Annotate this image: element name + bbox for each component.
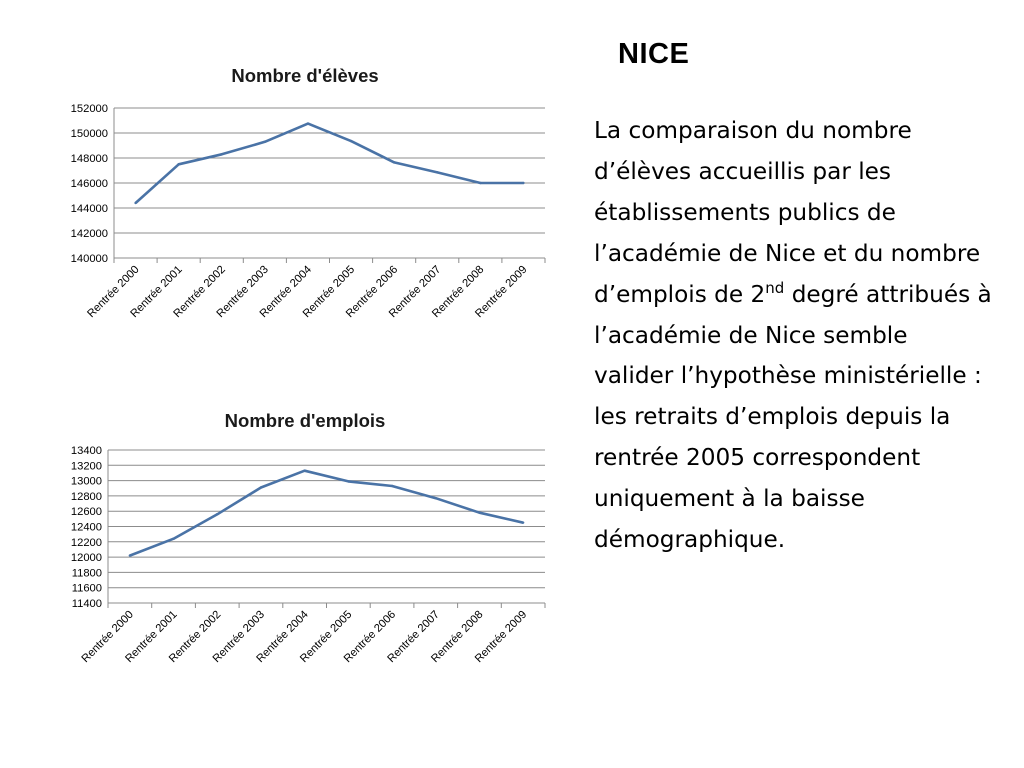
y-tick-label: 150000 bbox=[70, 128, 108, 140]
y-tick-label: 13000 bbox=[70, 475, 102, 488]
data-point bbox=[478, 512, 480, 514]
x-category-label: Rentrée 2009 bbox=[473, 263, 530, 321]
x-category-label: Rentrée 2000 bbox=[79, 608, 136, 666]
data-point bbox=[172, 538, 174, 540]
x-category-label: Rentrée 2004 bbox=[257, 263, 315, 321]
x-category-label: Rentrée 2005 bbox=[300, 263, 358, 321]
x-category-label: Rentrée 2007 bbox=[386, 263, 444, 321]
slide-title: NICE bbox=[618, 38, 690, 70]
y-tick-label: 148000 bbox=[70, 153, 108, 165]
chart-title: Nombre d'emplois bbox=[224, 410, 386, 431]
x-category-label: Rentrée 2006 bbox=[341, 608, 399, 666]
chart-title: Nombre d'élèves bbox=[231, 65, 379, 86]
x-category-label: Rentrée 2003 bbox=[214, 263, 271, 321]
x-category-label: Rentrée 2000 bbox=[85, 263, 142, 321]
x-category-label: Rentrée 2001 bbox=[123, 608, 180, 666]
y-tick-label: 11600 bbox=[71, 582, 102, 595]
y-tick-label: 152000 bbox=[70, 103, 108, 115]
x-category-label: Rentrée 2009 bbox=[472, 608, 530, 666]
y-tick-label: 12000 bbox=[70, 552, 102, 565]
data-point bbox=[216, 513, 218, 515]
x-category-label: Rentrée 2002 bbox=[171, 263, 228, 321]
x-category-label: Rentrée 2002 bbox=[166, 608, 224, 666]
x-category-label: Rentrée 2005 bbox=[298, 608, 355, 666]
y-tick-label: 142000 bbox=[70, 228, 108, 240]
data-point bbox=[260, 486, 262, 488]
y-tick-label: 146000 bbox=[70, 178, 108, 190]
body-text-superscript: nd bbox=[765, 278, 785, 297]
body-text-part-2: degré attribués à l’académie de Nice semble valider l’hypothèse ministérielle : les retraits d’emplois depuis la rentrée 2005 correspondent uniquement à la baisse démographique. bbox=[594, 280, 992, 554]
y-tick-label: 11800 bbox=[71, 567, 102, 580]
y-tick-label: 144000 bbox=[70, 203, 108, 215]
x-category-label: Rentrée 2004 bbox=[254, 608, 311, 666]
x-category-label: Rentrée 2003 bbox=[210, 608, 268, 666]
y-tick-label: 140000 bbox=[70, 253, 108, 265]
y-tick-label: 11400 bbox=[71, 598, 102, 610]
x-category-label: Rentrée 2008 bbox=[429, 608, 486, 666]
y-tick-label: 12600 bbox=[70, 506, 102, 519]
x-category-label: Rentrée 2006 bbox=[343, 263, 401, 321]
x-category-label: Rentrée 2008 bbox=[430, 263, 487, 321]
data-point bbox=[391, 485, 393, 487]
series-line bbox=[130, 471, 523, 556]
data-point bbox=[303, 469, 305, 471]
y-tick-label: 13400 bbox=[70, 445, 102, 457]
y-tick-label: 12400 bbox=[70, 521, 102, 534]
x-category-label: Rentrée 2007 bbox=[385, 608, 442, 666]
data-point bbox=[347, 480, 349, 482]
y-tick-label: 12200 bbox=[70, 536, 102, 549]
data-point bbox=[435, 497, 437, 499]
slide-body-text bbox=[594, 111, 994, 561]
y-tick-label: 12800 bbox=[70, 490, 102, 503]
data-point bbox=[522, 521, 524, 523]
body-text-part-1: La comparaison du nombre d’élèves accueillis par les établissements publics de l’académie de Nice et du nombre d’emplois de 2 bbox=[594, 117, 981, 308]
data-point bbox=[129, 554, 131, 556]
x-category-label: Rentrée 2001 bbox=[128, 263, 185, 321]
y-tick-label: 13200 bbox=[70, 460, 102, 473]
